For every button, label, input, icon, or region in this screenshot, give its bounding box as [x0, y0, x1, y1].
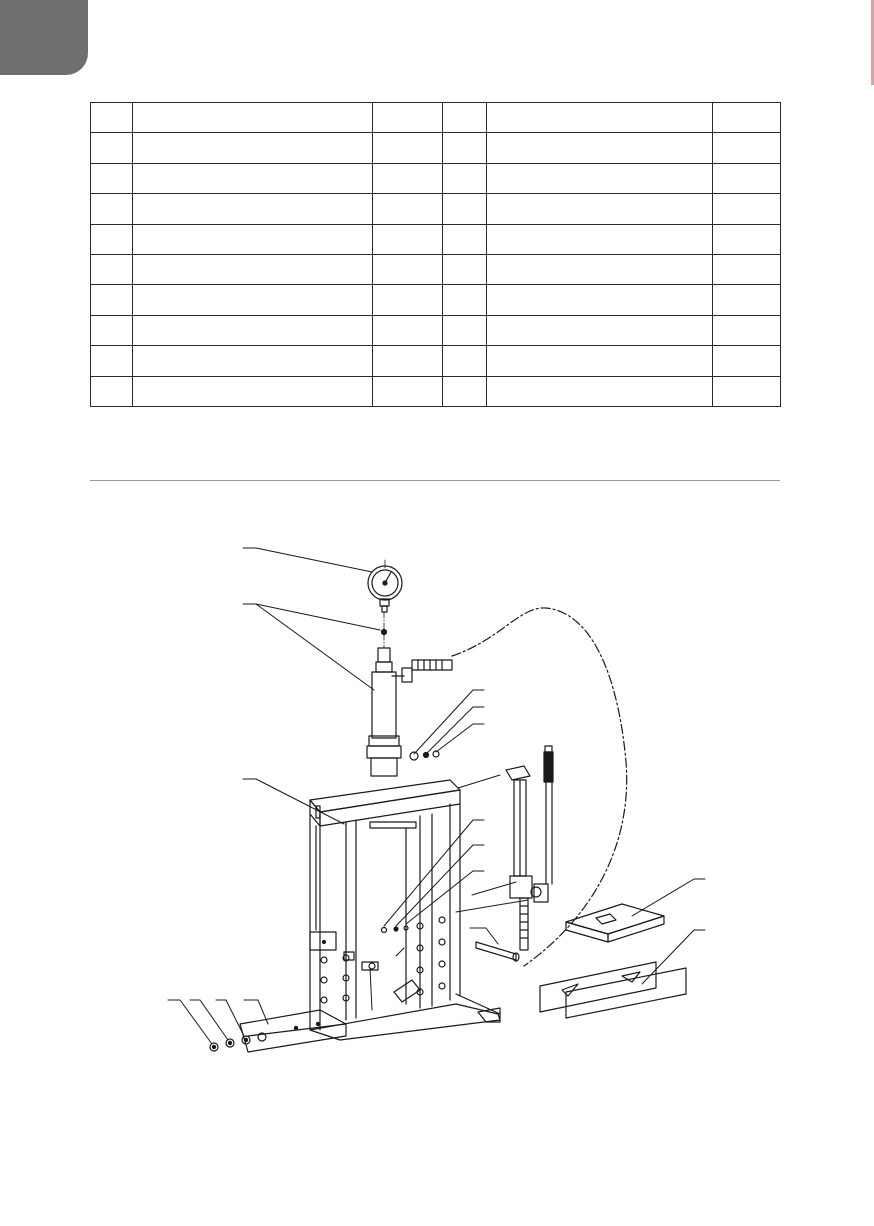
gauge-seal	[382, 630, 387, 635]
callout-leaders	[168, 548, 705, 1044]
pump-handle	[544, 746, 553, 884]
frame-right-upright	[406, 804, 460, 1008]
frame-left-upright	[310, 814, 356, 1030]
pressure-gauge	[368, 560, 402, 612]
hand-pump-unit	[506, 766, 548, 950]
press-plate	[566, 904, 664, 942]
frame-feet	[240, 994, 500, 1052]
cylinder-bolt-set	[410, 751, 439, 760]
frame-bolt-set	[382, 926, 409, 933]
bed-plates	[540, 962, 686, 1018]
frame-top-beam	[310, 780, 460, 828]
foot-nut-set	[210, 1033, 266, 1051]
hose-fitting	[412, 660, 452, 670]
hydraulic-hose	[452, 608, 627, 966]
pivot-pin	[476, 942, 519, 961]
hydraulic-cylinder	[367, 648, 412, 776]
